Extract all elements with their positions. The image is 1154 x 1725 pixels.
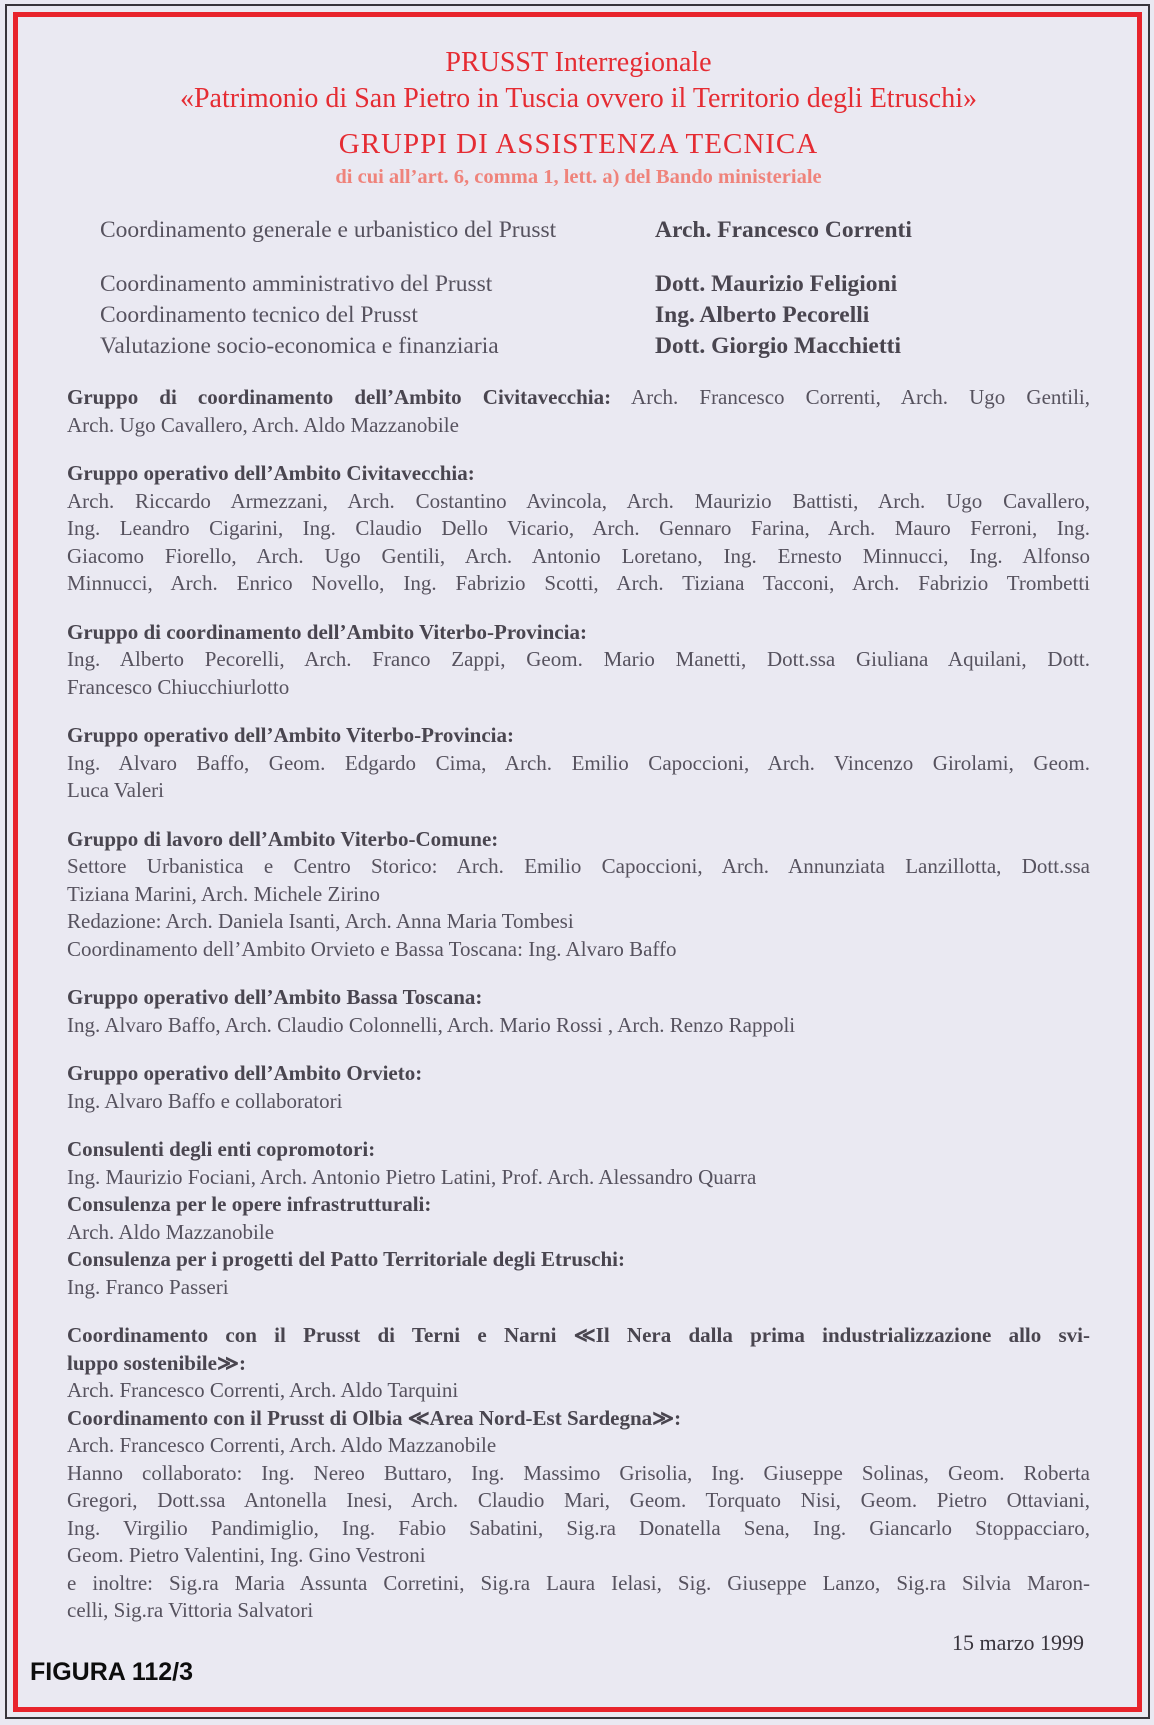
text-line xyxy=(67,488,1090,516)
section xyxy=(67,384,1090,439)
role-row xyxy=(67,269,1090,300)
role-label: Valutazione socio-economica e finanziaria xyxy=(100,333,499,359)
text-segment-bold: Gruppo di coordinamento dell’Ambito Viterbo-Provincia: xyxy=(67,619,587,644)
text-segment: Settore Urbanistica e Centro Storico: Arch. Emilio Capoccioni, Arch. Annunziata Lanzillotta, Dott.ssa xyxy=(67,854,1090,878)
title-block xyxy=(67,46,1090,190)
text-segment: Arch. Riccardo Armezzani, Arch. Costantino Avincola, Arch. Maurizio Battisti, Arch. Ugo Cavallero, xyxy=(67,488,1090,513)
text-segment: Francesco Chiucchiurlotto xyxy=(67,674,290,699)
role-label: Coordinamento amministrativo del Prusst xyxy=(100,271,493,297)
text-line xyxy=(67,412,1090,440)
text-line xyxy=(67,1219,1090,1247)
text-line xyxy=(67,1350,1090,1378)
text-segment-bold: Gruppo di lavoro dell’Ambito Viterbo-Comune: xyxy=(67,826,499,851)
text-segment-bold: Coordinamento con il Prusst di Terni e Narni ≪Il Nera dalla prima industrializzazione allo svi- xyxy=(67,1323,1090,1347)
text-segment: Ing. Maurizio Fociani, Arch. Antonio Pietro Latini, Prof. Arch. Alessandro Quarra xyxy=(67,1164,757,1189)
text-line xyxy=(67,1012,1090,1040)
subtitle: di cui all’art. 6, comma 1, lett. a) del Bando ministeriale xyxy=(335,166,822,188)
text-segment-bold: Coordinamento con il Prusst di Olbia ≪Area Nord-Est Sardegna≫: xyxy=(67,1405,682,1430)
text-line xyxy=(67,936,1090,964)
role-name: Ing. Alberto Pecorelli xyxy=(655,302,870,328)
text-line xyxy=(67,619,1090,647)
text-segment-bold: Gruppo operativo dell’Ambito Civitavecchia: xyxy=(67,461,475,485)
text-segment: Ing. Leandro Cigarini, Ing. Claudio Dello Vicario, Arch. Gennaro Farina, Arch. Mauro Ferroni, Ing. xyxy=(67,516,1090,540)
text-line xyxy=(67,543,1090,571)
text-segment: Ing. Virgilio Pandimiglio, Ing. Fabio Sabatini, Sig.ra Donatella Sena, Ing. Giancarlo Stoppacciaro, xyxy=(67,1515,1090,1540)
figure-label: FIGURA 112/3 xyxy=(30,1658,194,1686)
title-line-2: «Patrimonio di San Pietro in Tuscia ovvero il Territorio degli Etruschi» xyxy=(179,83,977,114)
text-segment: Ing. Alvaro Baffo, Geom. Edgardo Cima, Arch. Emilio Capoccioni, Arch. Vincenzo Girolami, Geom. xyxy=(67,750,1090,775)
section xyxy=(67,722,1090,805)
document-content xyxy=(67,46,1090,1646)
text-segment: Tiziana Marini, Arch. Michele Zirino xyxy=(67,881,380,906)
text-line xyxy=(67,384,1090,412)
text-segment: Redazione: Arch. Daniela Isanti, Arch. Anna Maria Tombesi xyxy=(67,909,574,933)
text-segment: Arch. Francesco Correnti, Arch. Aldo Mazzanobile xyxy=(67,1433,497,1457)
role-label: Coordinamento generale e urbanistico del Prusst xyxy=(100,217,557,243)
text-segment: Luca Valeri xyxy=(67,778,164,802)
text-segment-bold: Gruppo di coordinamento dell’Ambito Civitavecchia: xyxy=(67,385,612,409)
text-line xyxy=(67,1515,1090,1543)
text-line xyxy=(67,570,1090,598)
text-segment: Coordinamento dell’Ambito Orvieto e Bassa Toscana: Ing. Alvaro Baffo xyxy=(67,936,677,961)
text-line xyxy=(67,1570,1090,1598)
text-segment: Gregori, Dott.ssa Antonella Inesi, Arch. Claudio Mari, Geom. Torquato Nisi, Geom. Pietro Ottaviani, xyxy=(67,1488,1090,1512)
text-segment-bold: luppo sostenibile≫: xyxy=(67,1350,246,1375)
text-line xyxy=(67,1274,1090,1302)
text-segment: Arch. Ugo Cavallero, Arch. Aldo Mazzanobile xyxy=(67,412,459,437)
text-segment: Hanno collaborato: Ing. Nereo Buttaro, Ing. Massimo Grisolia, Ing. Giuseppe Solinas, Geom. Roberta xyxy=(67,1460,1090,1485)
text-line xyxy=(67,1597,1090,1625)
text-segment: Ing. Alberto Pecorelli, Arch. Franco Zappi, Geom. Mario Manetti, Dott.ssa Giuliana Aquilani, Dott. xyxy=(67,647,1090,671)
text-line xyxy=(67,460,1090,488)
text-segment-bold: Gruppo operativo dell’Ambito Viterbo-Provincia: xyxy=(67,723,514,747)
text-line xyxy=(67,1164,1090,1192)
role-name: Dott. Maurizio Feligioni xyxy=(655,271,898,297)
text-line xyxy=(67,1487,1090,1515)
text-line xyxy=(67,674,1090,702)
title-line-1: PRUSST Interregionale xyxy=(445,47,712,78)
section xyxy=(67,1322,1090,1625)
text-segment: Giacomo Fiorello, Arch. Ugo Gentili, Arch. Antonio Loretano, Ing. Ernesto Minnucci, Ing. Alfonso xyxy=(67,543,1090,568)
text-line xyxy=(67,750,1090,778)
text-line xyxy=(67,826,1090,854)
section xyxy=(67,984,1090,1039)
text-line xyxy=(67,881,1090,909)
text-line xyxy=(67,1060,1090,1088)
text-segment: e inoltre: Sig.ra Maria Assunta Corretini, Sig.ra Laura Ielasi, Sig. Giuseppe Lanzo, Sig.ra Silvia Maron- xyxy=(67,1570,1090,1595)
text-line xyxy=(67,515,1090,543)
title-line-3: GRUPPI DI ASSISTENZA TECNICA xyxy=(338,128,819,160)
text-segment: Arch. Francesco Correnti, Arch. Aldo Tarquini xyxy=(67,1378,459,1402)
text-line xyxy=(67,1542,1090,1570)
section xyxy=(67,826,1090,964)
text-line xyxy=(67,908,1090,936)
text-segment: Ing. Alvaro Baffo, Arch. Claudio Colonnelli, Arch. Mario Rossi , Arch. Renzo Rappoli xyxy=(67,1012,796,1037)
role-label: Coordinamento tecnico del Prusst xyxy=(100,302,418,328)
text-line xyxy=(67,1191,1090,1219)
role-name: Arch. Francesco Correnti xyxy=(655,217,912,243)
text-segment: Geom. Pietro Valentini, Ing. Gino Vestroni xyxy=(67,1543,426,1567)
section xyxy=(67,1136,1090,1301)
text-line xyxy=(67,722,1090,750)
sections xyxy=(67,384,1090,1625)
date: 15 marzo 1999 xyxy=(952,1630,1084,1655)
text-segment-bold: Gruppo operativo dell’Ambito Bassa Toscana: xyxy=(67,985,483,1009)
text-segment-bold: Consulenti degli enti copromotori: xyxy=(67,1137,376,1161)
text-segment: Arch. Aldo Mazzanobile xyxy=(67,1219,275,1244)
text-segment-bold: Consulenza per le opere infrastrutturali: xyxy=(67,1192,432,1216)
section xyxy=(67,1060,1090,1115)
role-row xyxy=(67,215,1090,246)
text-segment: Ing. Alvaro Baffo e collaboratori xyxy=(67,1088,343,1113)
text-segment: Minnucci, Arch. Enrico Novello, Ing. Fabrizio Scotti, Arch. Tiziana Tacconi, Arch. Fabrizio Trombetti xyxy=(67,571,1090,595)
text-segment-bold: Consulenza per i progetti del Patto Territoriale degli Etruschi: xyxy=(67,1247,626,1271)
text-segment: Arch. Francesco Correnti, Arch. Ugo Gentili, xyxy=(611,385,1090,409)
text-line xyxy=(67,777,1090,805)
text-line xyxy=(67,1246,1090,1274)
text-line xyxy=(67,646,1090,674)
roles xyxy=(67,215,1090,362)
text-segment: celli, Sig.ra Vittoria Salvatori xyxy=(67,1598,314,1622)
role-row xyxy=(67,331,1090,362)
text-segment: Ing. Franco Passeri xyxy=(67,1274,229,1299)
text-line xyxy=(67,853,1090,881)
role-name: Dott. Giorgio Macchietti xyxy=(655,333,902,359)
text-line xyxy=(67,1405,1090,1433)
text-line xyxy=(67,1377,1090,1405)
text-line xyxy=(67,1322,1090,1350)
text-segment-bold: Gruppo operativo dell’Ambito Orvieto: xyxy=(67,1061,423,1085)
section xyxy=(67,460,1090,598)
section xyxy=(67,619,1090,702)
text-line xyxy=(67,1432,1090,1460)
text-line xyxy=(67,1460,1090,1488)
role-row xyxy=(67,300,1090,331)
text-line xyxy=(67,984,1090,1012)
text-line xyxy=(67,1136,1090,1164)
text-line xyxy=(67,1088,1090,1116)
